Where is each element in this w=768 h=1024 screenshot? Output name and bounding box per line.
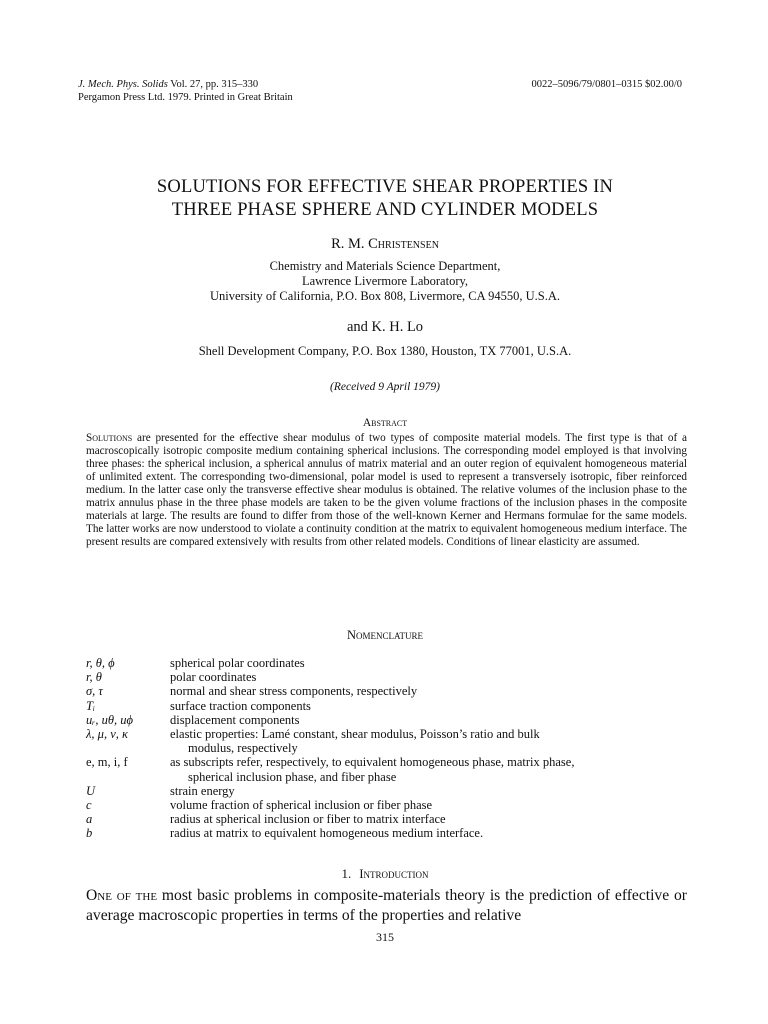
nomenclature-symbol: Tᵢ xyxy=(86,698,95,713)
nomenclature-symbol: σ, τ xyxy=(86,684,103,699)
nomenclature-definition xyxy=(170,699,687,713)
nomenclature-row xyxy=(86,812,687,826)
nomenclature-definition xyxy=(170,798,687,812)
nomenclature-row xyxy=(86,826,687,840)
author-1-initials: R. M. xyxy=(331,236,365,252)
nomenclature-row xyxy=(86,798,687,812)
paper-title xyxy=(80,176,690,222)
journal-name: J. Mech. Phys. Solids xyxy=(78,79,168,90)
nomenclature-row xyxy=(86,713,687,727)
nomenclature-definition-text: strain energy xyxy=(170,783,235,798)
affiliation-line-2: Lawrence Livermore Laboratory, xyxy=(301,274,469,288)
affiliation-line-3: University of California, P.O. Box 808, Livermore, CA 94550, U.S.A. xyxy=(210,289,560,303)
title-line-2: THREE PHASE SPHERE AND CYLINDER MODELS xyxy=(171,200,599,220)
nomenclature-row xyxy=(86,727,687,755)
author-2: and K. H. Lo xyxy=(346,319,424,335)
nomenclature-definition xyxy=(170,812,687,826)
nomenclature-definition-text: as subscripts refer, respectively, to equivalent homogeneous phase, matrix phase, xyxy=(170,755,575,770)
introduction-text xyxy=(86,886,687,926)
nomenclature-definition-text: polar coordinates xyxy=(170,670,257,685)
nomenclature-symbol: uᵣ, uθ, uϕ xyxy=(86,712,133,727)
nomenclature-row xyxy=(86,699,687,713)
nomenclature-symbol: U xyxy=(86,783,96,798)
nomenclature-row xyxy=(86,670,687,684)
nomenclature-definition-continuation: modulus, respectively xyxy=(188,741,298,756)
received-date: (Received 9 April 1979) xyxy=(330,381,440,393)
nomenclature-definition-text: surface traction components xyxy=(170,698,311,713)
nomenclature-definition-text: normal and shear stress components, respectively xyxy=(170,684,418,699)
nomenclature-symbol: λ, μ, ν, κ xyxy=(86,727,128,742)
nomenclature-definition-text: elastic properties: Lamé constant, shear modulus, Poisson’s ratio and bulk xyxy=(170,727,540,742)
publisher-line: Pergamon Press Ltd. 1979. Printed in Great Britain xyxy=(78,92,293,103)
nomenclature-row xyxy=(86,684,687,698)
author-1-surname: Christensen xyxy=(368,236,439,252)
nomenclature-symbol: a xyxy=(86,812,93,827)
nomenclature-definition xyxy=(170,727,687,755)
nomenclature-definition xyxy=(170,784,687,798)
nomenclature-definition-text: radius at matrix to equivalent homogeneous medium interface. xyxy=(170,826,484,841)
introduction-lead: One of the xyxy=(86,887,158,904)
nomenclature-definition xyxy=(170,670,687,684)
nomenclature-definition-text: spherical polar coordinates xyxy=(170,656,305,670)
author-2-affiliation: Shell Development Company, P.O. Box 1380, Houston, TX 77001, U.S.A. xyxy=(198,344,572,358)
nomenclature-symbol: r, θ xyxy=(86,670,102,685)
nomenclature-definition xyxy=(170,656,687,670)
nomenclature-heading: Nomenclature xyxy=(346,628,424,642)
nomenclature-symbol: b xyxy=(86,826,93,841)
nomenclature-symbol: c xyxy=(86,798,92,813)
nomenclature-definition xyxy=(170,755,687,783)
introduction-heading xyxy=(80,866,690,882)
nomenclature-row xyxy=(86,784,687,798)
nomenclature-definition xyxy=(170,826,687,840)
nomenclature-definition-text: radius at spherical inclusion or fiber to matrix interface xyxy=(170,812,446,827)
nomenclature-row xyxy=(86,755,687,783)
nomenclature-symbol: e, m, i, f xyxy=(86,755,128,770)
abstract-text xyxy=(86,432,687,549)
journal-citation xyxy=(78,78,293,104)
abstract-body: are presented for the effective shear modulus of two types of composite material models. The first type is that of a macroscopically isotropic composite medium containing spherical inclusions. The corresponding model employed is that involving three phases: the spherical inclusion, a spherical annulus of matrix material and an outer region of equivalent homogeneous material of unlimited extent. The corresponding two-dimensional, polar model is used to represent a transversely isotropic, fiber reinforced medium. In the latter case only the transverse effective shear modulus is obtained. The relative volumes of the inclusion phase to the matrix annulus phase in the three phase models are taken to be the given volume fractions of the inclusion phases in the composite materials at large. The results are found to differ from those of the well-known Kerner and Hermans formulae for the same models. The latter works are now understood to violate a continuity condition at the matrix to equivalent homogeneous medium interface. The present results are compared extensively with results from other related models. Conditions of linear elasticity are assumed. xyxy=(86,432,687,548)
nomenclature-definition-text: displacement components xyxy=(170,712,300,727)
page-number: 315 xyxy=(376,930,394,944)
section-number: 1. xyxy=(341,866,352,881)
nomenclature-definition xyxy=(170,713,687,727)
nomenclature-definition-text: volume fraction of spherical inclusion or fiber phase xyxy=(170,798,433,813)
nomenclature-list xyxy=(86,656,687,841)
author-1 xyxy=(80,236,690,253)
nomenclature-definition-continuation: spherical inclusion phase, and fiber phase xyxy=(188,769,397,784)
volume-pages: Vol. 27, pp. 315–330 xyxy=(170,79,259,90)
abstract-lead: Solutions xyxy=(86,432,133,444)
article-code: 0022–5096/79/0801–0315 $02.00/0 xyxy=(531,79,682,90)
abstract-heading: Abstract xyxy=(362,417,408,429)
nomenclature-row xyxy=(86,656,687,670)
nomenclature-definition xyxy=(170,684,687,698)
introduction-body: most basic problems in composite-materials theory is the prediction of effective or average macroscopic properties in terms of the properties and relative xyxy=(86,887,687,924)
title-line-1: SOLUTIONS FOR EFFECTIVE SHEAR PROPERTIES IN xyxy=(156,177,614,197)
nomenclature-symbol: r, θ, ϕ xyxy=(86,656,115,670)
affiliation-line-1: Chemistry and Materials Science Department, xyxy=(269,259,501,273)
author-1-affiliation xyxy=(80,259,690,304)
section-title: Introduction xyxy=(359,866,429,881)
